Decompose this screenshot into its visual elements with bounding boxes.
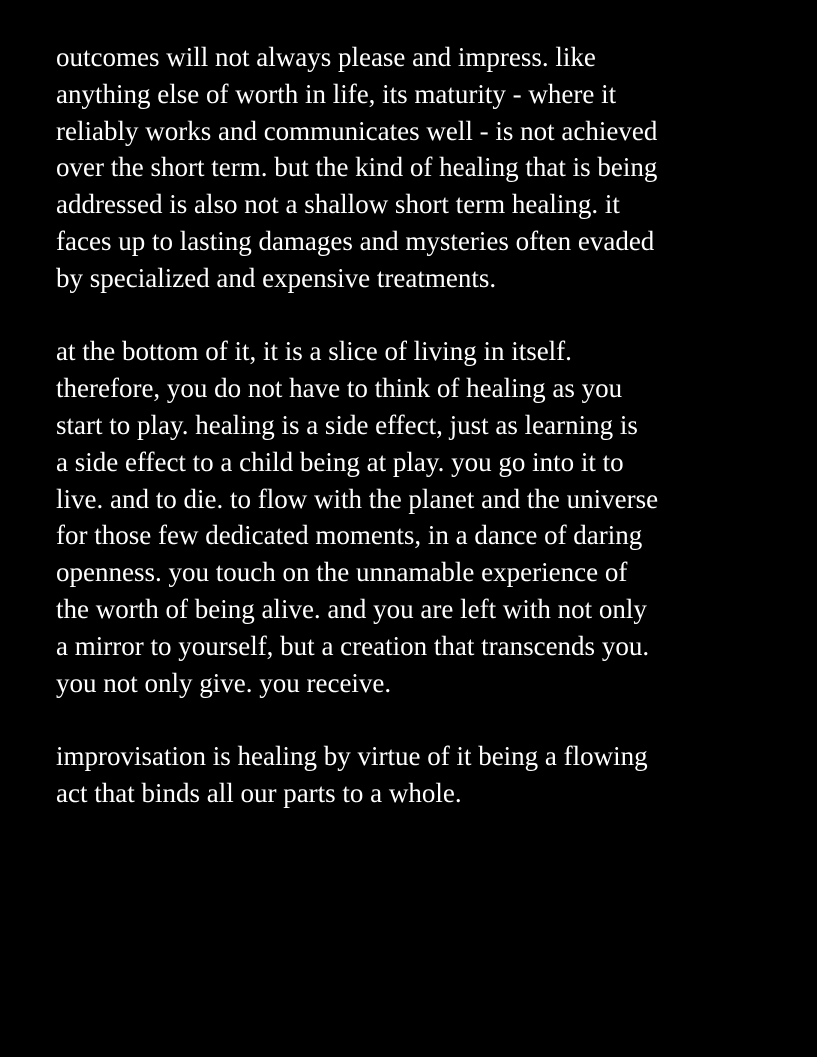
text-line: act that binds all our parts to a whole. [56,777,462,808]
paragraph-2 [56,333,796,701]
text-line: faces up to lasting damages and mysteries often evaded [56,225,655,256]
text-line: you not only give. you receive. [56,667,392,698]
text-line: anything else of worth in life, its maturity - where it [56,78,617,109]
text-line: outcomes will not always please and impress. like [56,42,596,72]
text-line: start to play. healing is a side effect, just as learning is [56,409,638,440]
text-line: a side effect to a child being at play. you go into it to [56,446,624,477]
text-line: for those few dedicated moments, in a dance of daring [56,520,643,551]
text-line: reliably works and communicates well - is not achieved [56,115,658,146]
text-line: improvisation is healing by virtue of it being a flowing [56,741,648,772]
text-line: over the short term. but the kind of healing that is being [56,152,658,183]
text-line: addressed is also not a shallow short term healing. it [56,189,620,220]
text-line: by specialized and expensive treatments. [56,262,497,293]
paragraph-1 [56,39,796,297]
text-line: a mirror to yourself, but a creation that transcends you. [56,630,650,661]
text-line: at the bottom of it, it is a slice of living in itself. [56,336,572,367]
text-line: openness. you touch on the unnamable experience of [56,557,628,588]
text-line: live. and to die. to flow with the planet and the universe [56,483,659,514]
text-line: therefore, you do not have to think of healing as you [56,373,623,404]
text-line: the worth of being alive. and you are left with not only [56,593,647,624]
text-body [56,39,796,849]
paragraph-3 [56,738,796,812]
